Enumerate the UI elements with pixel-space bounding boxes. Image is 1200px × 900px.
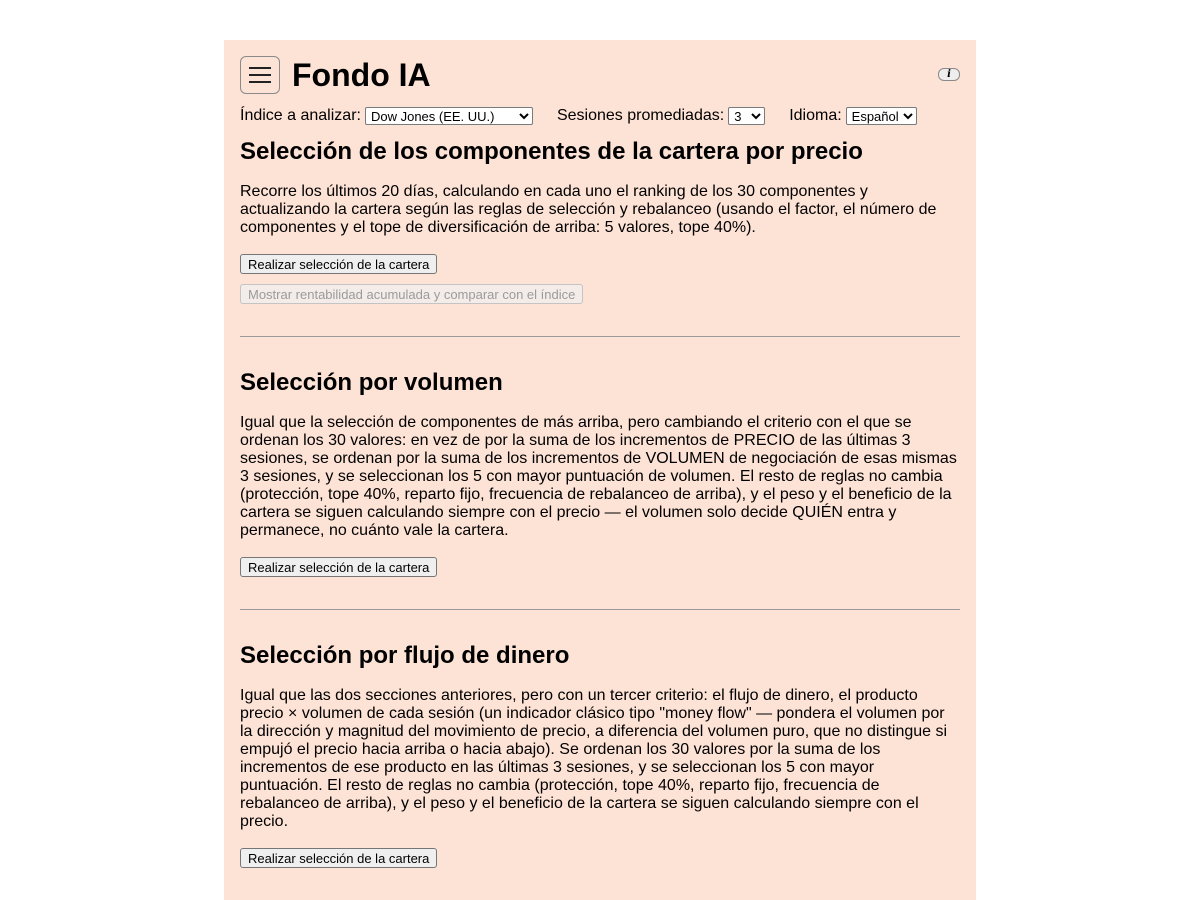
section-divider bbox=[240, 336, 960, 337]
index-control bbox=[240, 107, 533, 125]
section-divider bbox=[240, 609, 960, 610]
index-label: Índice a analizar: bbox=[240, 107, 361, 124]
hamburger-icon-bar bbox=[249, 67, 271, 69]
app-title: Fondo IA bbox=[292, 57, 431, 93]
volume-selection-section bbox=[240, 369, 960, 577]
section-title: Selección de los componentes de la cartera por precio bbox=[240, 138, 863, 165]
show-returns-button[interactable]: Mostrar rentabilidad acumulada y comparar con el índice bbox=[240, 284, 583, 304]
money-flow-selection-section bbox=[240, 642, 960, 868]
section-description: Recorre los últimos 20 días, calculando en cada uno el ranking de los 30 componentes y actualizando la cartera según las reglas de selección y rebalanceo (usando el factor, el número de componentes y el tope de diversificación de arriba: 5 valores, tope 40%). bbox=[240, 183, 937, 236]
sessions-control bbox=[557, 107, 765, 125]
sessions-select[interactable] bbox=[728, 107, 765, 125]
money-flow-selection-button[interactable]: Realizar selección de la cartera bbox=[240, 848, 437, 868]
hamburger-icon-bar bbox=[249, 74, 271, 76]
menu-button[interactable] bbox=[240, 56, 280, 94]
sessions-label: Sesiones promediadas: bbox=[556, 107, 725, 124]
section-description: Igual que la selección de componentes de más arriba, pero cambiando el criterio con el que se ordenan los 30 valores: en vez de por la suma de los incrementos de PRECIO de las últimas 3 sesiones, se ordenan por la suma de los incrementos de VOLUMEN de negociación de esas mismas 3 sesiones, y se seleccionan los 5 con mayor puntuación de volumen. El resto de reglas no cambia (protección, tope 40%, reparto fijo, frecuencia de rebalanceo de arriba), y el peso y el beneficio de la cartera se siguen calculando siempre con el precio — el volumen solo decide QUIÉN entra y permanece, no cuánto vale la cartera. bbox=[240, 414, 957, 539]
hamburger-icon-bar bbox=[249, 81, 271, 83]
language-select[interactable] bbox=[846, 107, 917, 125]
language-label: Idioma: bbox=[789, 107, 842, 124]
section-description: Igual que las dos secciones anteriores, pero con un tercer criterio: el flujo de dinero, el producto precio × volumen de cada sesión (un indicador clásico tipo "money flow" — pondera el volumen por la dirección y magnitud del movimiento de precio, a diferencia del volumen puro, que no distingue si empujó el precio hacia arriba o hacia abajo). Se ordenan los 30 valores por la suma de los incrementos de ese producto en las últimas 3 sesiones, y se seleccionan los 5 con mayor puntuación. El resto de reglas no cambia (protección, tope 40%, reparto fijo, frecuencia de rebalanceo de arriba), y el peso y el beneficio de la cartera se siguen calculando siempre con el precio. bbox=[240, 687, 948, 830]
main-panel bbox=[224, 40, 976, 900]
section-title: Selección por volumen bbox=[240, 369, 503, 396]
section-title: Selección por flujo de dinero bbox=[240, 642, 570, 669]
price-selection-button[interactable]: Realizar selección de la cartera bbox=[240, 254, 437, 274]
language-control bbox=[789, 107, 916, 125]
price-selection-section bbox=[240, 138, 960, 304]
index-select[interactable] bbox=[365, 107, 533, 125]
info-button[interactable]: i bbox=[938, 68, 960, 81]
controls-bar bbox=[240, 106, 960, 126]
volume-selection-button[interactable]: Realizar selección de la cartera bbox=[240, 557, 437, 577]
header bbox=[240, 56, 960, 94]
